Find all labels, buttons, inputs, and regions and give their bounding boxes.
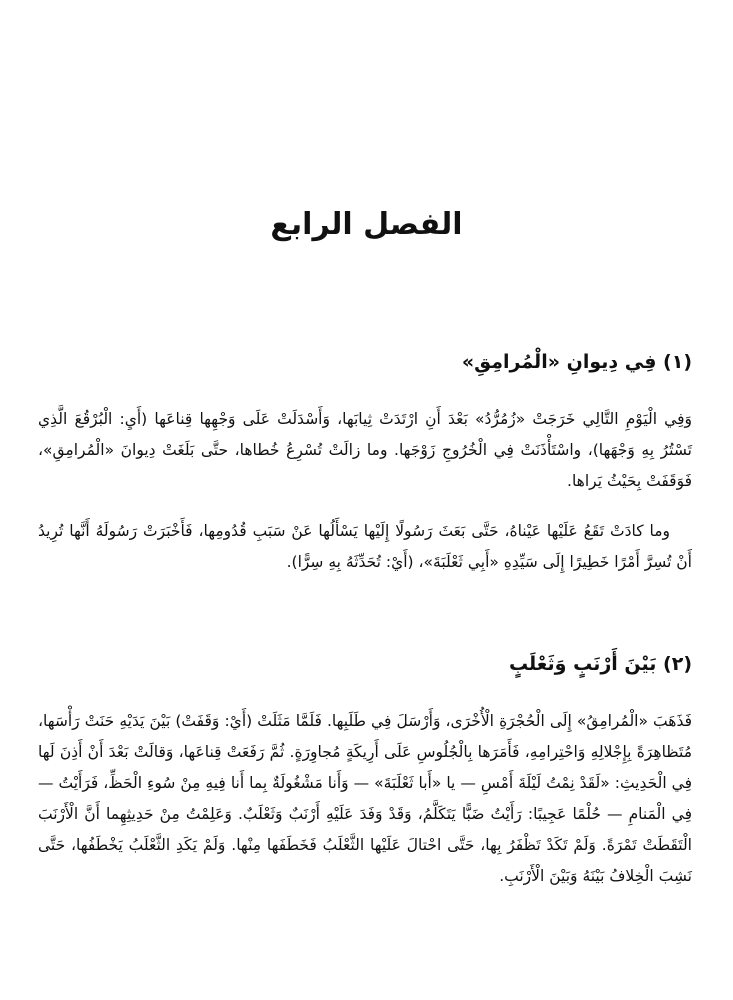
section-1-paragraph-2: وما كادَتْ تَقَعُ عَلَيْها عَيْناهُ، حَتَّى بَعَثَ رَسُولًا إِلَيْها يَسْأَلُها عَنْ سَبَبِ قُدُومِها، فَأَخْبَرَتْ رَسُولَهُ أَنَّها تُرِيدُ أَنْ تُسِرَّ أَمْرًا خَطِيرًا إِلَى سَيِّدِهِ «أَبِي ثَعْلَبَةَ»، (أَيْ: تُحَدِّثَهُ بِهِ سِرًّا).: [38, 522, 692, 571]
section-1-heading: (١) فِي دِيوانِ «الْمُرامِقِ»: [461, 351, 692, 373]
section-1-paragraph-1: وَفِي الْيَوْمِ التَّالِي خَرَجَتْ «زُمُرُّدُ» بَعْدَ أَنِ ارْتَدَتْ ثِيابَها، وَأَسْدَلَتْ عَلَى وَجْهِها قِناعَها (أَيِ: الْبُرْقُعَ الَّذِي تَسْتُرُ بِهِ وَجْهَها)، واسْتَأْذَنَتْ فِي الْخُرُوجِ زَوْجَها. وما زالَتْ تُسْرِعُ خُطاها، حتَّى بَلَغَتْ دِيوانَ «الْمُرامِقِ»، فَوَقَفَتْ بِحَيْثُ يَراها.: [38, 410, 692, 490]
section-2-paragraph-1: فَذَهَبَ «الْمُرامِقُ» إِلَى الْحُجْرَةِ الْأُخْرَى، وَأَرْسَلَ فِي طَلَبِها. فَلَمَّا مَثَلَتْ (أَيْ: وَقَفَتْ) بَيْنَ يَدَيْهِ حَنَتْ رَأْسَها، مُتَظاهِرَةً بِإِجْلالِهِ وَاحْتِرامِهِ، فَأَمَرَها بِالْجُلُوسِ عَلَى أَرِيكَةٍ مُجاوِرَةٍ. ثُمَّ رَفَعَتْ قِناعَها، وَقالَتْ بَعْدَ أَنْ أَذِنَ لَها فِي الْحَدِيثِ: «لَقَدْ نِمْتُ لَيْلَةَ أَمْسِ — يا «أَبا ثَعْلَبَةَ» — وَأَنا مَشْغُولَةٌ بِما أَنا فِيهِ مِنْ سُوءِ الْحَظِّ، فَرَأَيْتُ — فِي الْمَنامِ — حُلْمًا عَجِيبًا: رَأَيْتُ ضَبًّا يَتَكَلَّمُ، وَقَدْ وَفَدَ عَلَيْهِ أَرْنَبٌ وَثَعْلَبٌ. وَعَلِمْتُ مِنْ حَدِيثِهِما أَنَّ الْأَرْنَبَ الْتَقَطَتْ تَمْرَةً. وَلَمْ تَكَدْ تَظْفَرُ بِها، حَتَّى احْتالَ عَلَيْها الثَّعْلَبُ فَخَطَفَها مِنْها. وَلَمْ يَكَدِ الثَّعْلَبُ يَخْطَفُها، حَتَّى نَشِبَ الْخِلافُ بَيْنَهُ وَبَيْنَ الْأَرْنَبِ.: [38, 712, 692, 885]
section-2-heading: (٢) بَيْنَ أَرْنَبٍ وَثَعْلَبٍ: [508, 653, 692, 675]
chapter-title: الفصل الرابع: [270, 207, 463, 242]
